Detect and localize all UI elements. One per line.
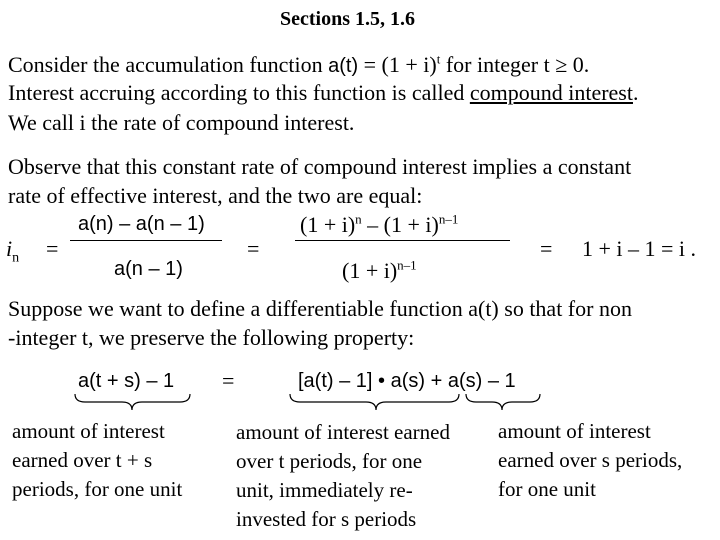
note-middle-line: over t periods, for one bbox=[236, 449, 423, 473]
para1-line1-suffix: for integer t ≥ 0. bbox=[440, 52, 590, 77]
para1-line1-prefix: Consider the accumulation function bbox=[8, 52, 329, 77]
property-rhs: [a(t) – 1] • a(s) + a(s) – 1 bbox=[298, 370, 516, 392]
fraction1-bar bbox=[70, 240, 222, 241]
para1-line2 bbox=[8, 80, 638, 106]
para1-line2-suffix: . bbox=[632, 80, 639, 105]
underbraces-svg bbox=[0, 388, 720, 418]
property-equals: = bbox=[222, 368, 235, 393]
note-middle-line: invested for s periods bbox=[236, 507, 417, 531]
equation-equals-1: = bbox=[46, 236, 59, 261]
note-middle-line: amount of interest earned bbox=[236, 420, 450, 444]
para3-line1: Suppose we want to define a differentiable function a(t) so that for non bbox=[8, 296, 632, 321]
fraction2-den: (1 + i) bbox=[342, 258, 398, 283]
accumulation-function-lhs: a(t) bbox=[328, 55, 359, 77]
equation-equals-2: = bbox=[247, 236, 260, 261]
para3-line2: -integer t, we preserve the following property: bbox=[8, 325, 415, 350]
note-right-line: amount of interest bbox=[498, 419, 651, 443]
para1-line2-prefix: Interest accruing according to this function is called bbox=[8, 80, 470, 105]
page-title: Sections 1.5, 1.6 bbox=[280, 8, 415, 30]
para2-line1: Observe that this constant rate of compound interest implies a constant bbox=[8, 154, 632, 179]
underbrace-left bbox=[75, 394, 190, 410]
note-left-line: amount of interest bbox=[12, 419, 165, 443]
fraction2-num-a-exp: n bbox=[355, 211, 362, 227]
note-right bbox=[498, 417, 682, 504]
equation-lhs-i: i bbox=[6, 236, 13, 261]
fraction2-num-b: – (1 + i) bbox=[361, 212, 439, 237]
property-lhs: a(t + s) – 1 bbox=[78, 370, 175, 392]
equation-lhs bbox=[6, 236, 20, 266]
underbrace-right bbox=[466, 394, 540, 410]
equation-equals-3: = bbox=[540, 236, 553, 261]
accumulation-function-rhs: = (1 + i) bbox=[358, 52, 437, 77]
fraction1-denominator: a(n – 1) bbox=[114, 258, 183, 280]
fraction2-bar bbox=[295, 240, 510, 241]
fraction2-num-a: (1 + i) bbox=[300, 212, 356, 237]
para1-line1 bbox=[8, 52, 589, 79]
note-right-line: for one unit bbox=[498, 477, 596, 501]
fraction2-num-b-exp: n–1 bbox=[438, 211, 459, 227]
note-left-line: earned over t + s bbox=[12, 448, 153, 472]
fraction1-numerator: a(n) – a(n – 1) bbox=[78, 213, 205, 235]
fraction2-denominator bbox=[342, 258, 417, 284]
accumulation-function-exp: t bbox=[436, 51, 441, 67]
compound-interest-term: compound interest bbox=[469, 80, 633, 105]
equation-result: 1 + i – 1 = i . bbox=[582, 236, 697, 261]
para2-line2: rate of effective interest, and the two are equal: bbox=[8, 183, 423, 208]
fraction2-numerator bbox=[300, 212, 458, 238]
para1-line3: We call i the rate of compound interest. bbox=[8, 110, 355, 135]
note-middle-line: unit, immediately re- bbox=[236, 478, 413, 502]
fraction2-den-exp: n–1 bbox=[397, 257, 417, 273]
underbrace-middle bbox=[290, 394, 459, 410]
note-left bbox=[12, 417, 182, 504]
equation-lhs-sub: n bbox=[12, 250, 20, 266]
note-left-line: periods, for one unit bbox=[12, 477, 183, 501]
note-middle bbox=[236, 418, 450, 534]
note-right-line: earned over s periods, bbox=[498, 448, 683, 472]
